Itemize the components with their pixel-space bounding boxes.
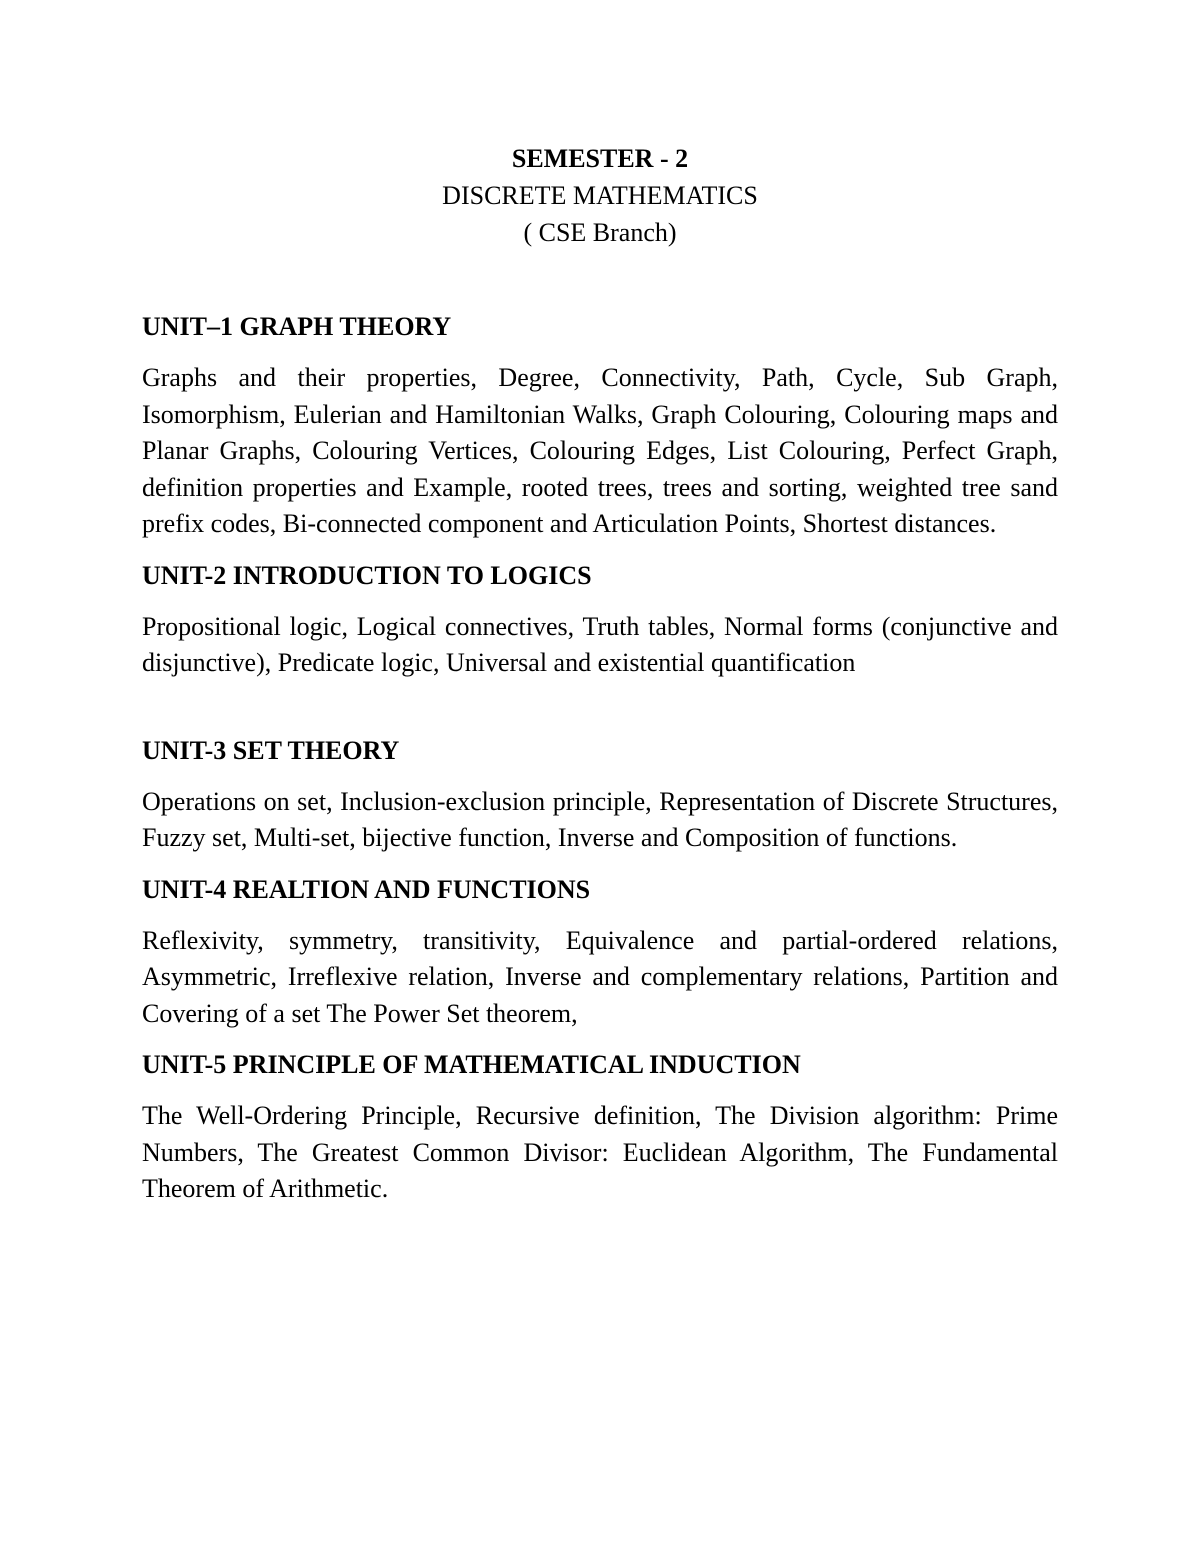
unit-title: UNIT-4 REALTION AND FUNCTIONS	[142, 874, 591, 904]
unit-title: UNIT-2 INTRODUCTION TO LOGICS	[142, 560, 592, 590]
unit-body: Graphs and their properties, Degree, Connectivity, Path, Cycle, Sub Graph, Isomorphism, Eulerian and Hamiltonian Walks, Graph Colouring, Colouring maps and Planar Graphs, Colouring Vertices, Colouring Edges, List Colouring, Perfect Graph, definition properties and Example, rooted trees, trees and sorting, weighted tree sand prefix codes, Bi-connected component and Articulation Points, Shortest distances.	[142, 363, 1058, 538]
unit-title: UNIT–1 GRAPH THEORY	[142, 312, 452, 341]
document-content	[142, 140, 1058, 1208]
unit-body: Operations on set, Inclusion-exclusion principle, Representation of Discrete Structures, Fuzzy set, Multi-set, bijective function, Inverse and Composition of functions.	[142, 786, 1058, 852]
unit-body: Propositional logic, Logical connectives, Truth tables, Normal forms (conjunctive and disjunctive), Predicate logic, Universal and existential quantification	[142, 611, 1058, 677]
unit-body: The Well-Ordering Principle, Recursive definition, The Division algorithm: Prime Numbers, The Greatest Common Divisor: Euclidean Algorithm, The Fundamental Theorem of Arithmetic.	[142, 1101, 1058, 1203]
unit-title: UNIT-5 PRINCIPLE OF MATHEMATICAL INDUCTION	[142, 1050, 801, 1079]
unit-section-2	[142, 557, 1058, 682]
branch-subtitle: ( CSE Branch)	[523, 218, 677, 247]
semester-heading: SEMESTER - 2	[511, 144, 689, 173]
subject-title: DISCRETE MATHEMATICS	[442, 181, 758, 210]
unit-section-4	[142, 871, 1058, 1033]
unit-title: UNIT-3 SET THEORY	[142, 735, 400, 765]
unit-section-1	[142, 308, 1058, 543]
unit-body: Reflexivity, symmetry, transitivity, Equivalence and partial-ordered relations, Asymmetric, Irreflexive relation, Inverse and complementary relations, Partition and Covering of a set The Power Set theorem,	[142, 925, 1058, 1028]
unit-section-3	[142, 732, 1058, 857]
unit-section-5	[142, 1046, 1058, 1208]
